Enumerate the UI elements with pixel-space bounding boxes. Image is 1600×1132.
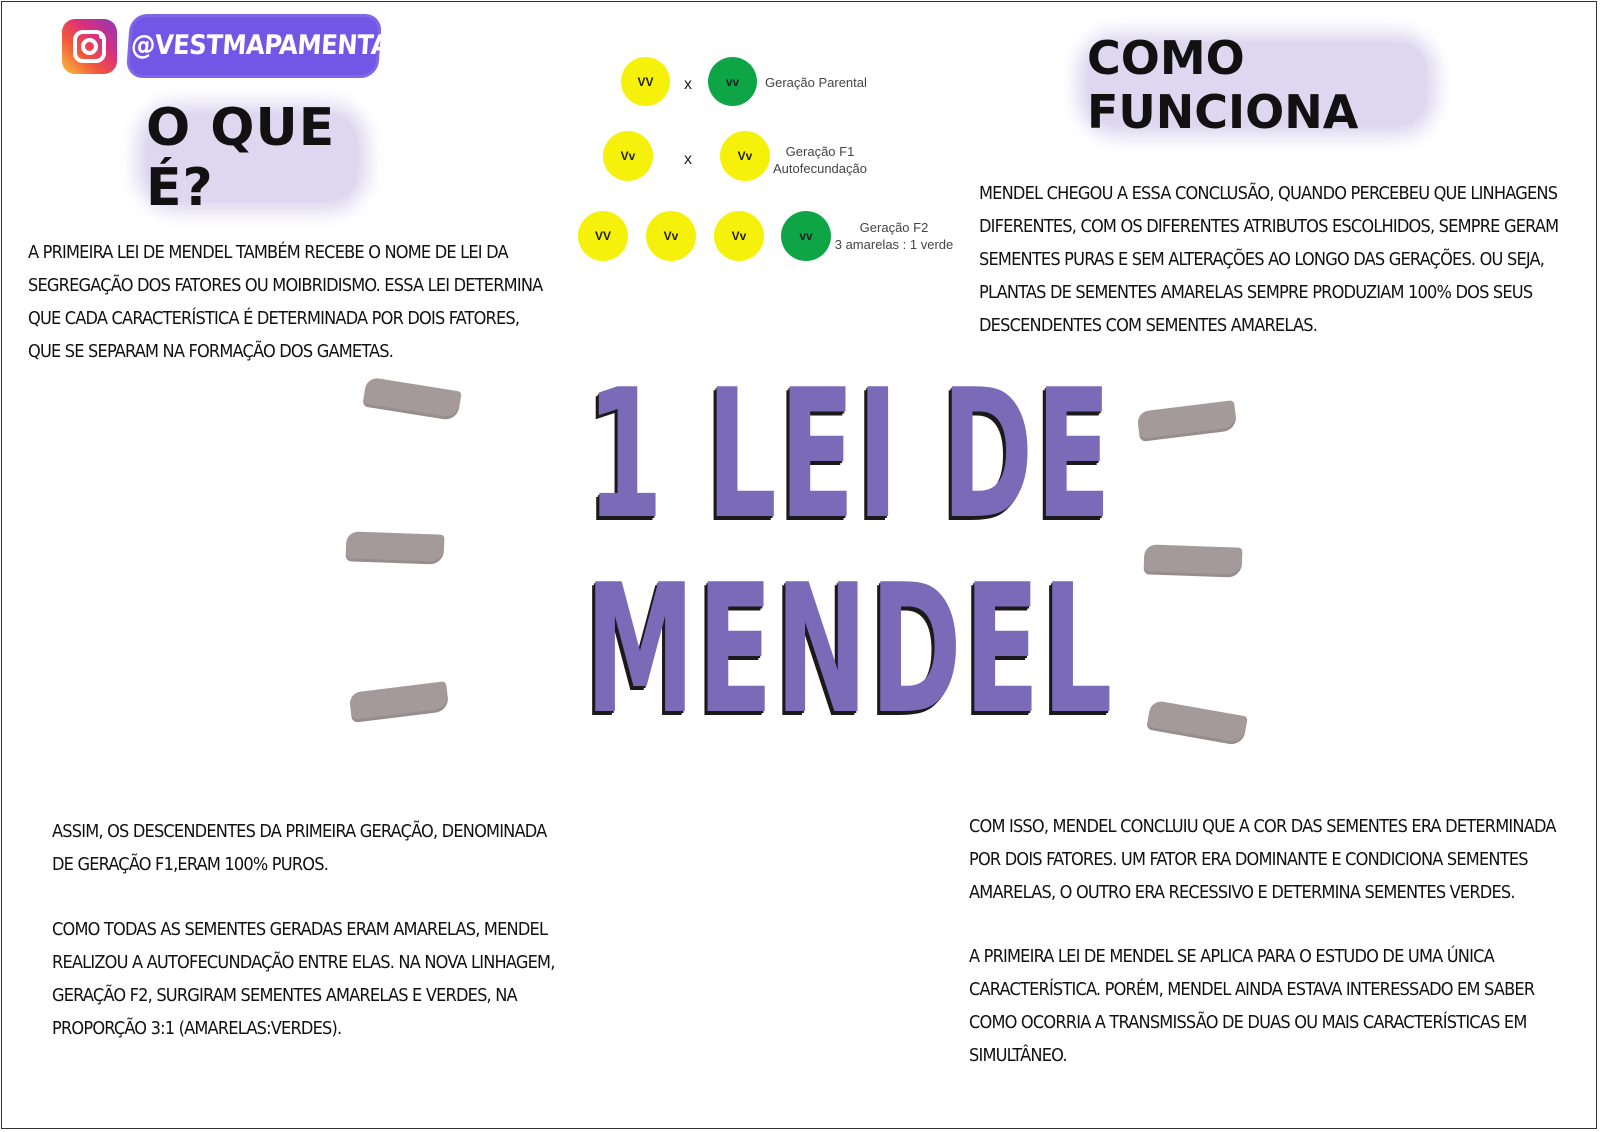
main-title-line-2: MENDEL	[585, 546, 1115, 753]
brush-stroke-left-middle	[346, 531, 445, 564]
f2-generation-label: Geração F2 3 amarelas : 1 verde	[834, 220, 954, 252]
instagram-handle: @VESTMAPAMENTAL	[129, 17, 379, 75]
conclusion-text: COM ISSO, MENDEL CONCLUIU QUE A COR DAS SEMENTES ERA DETERMINADA POR DOIS FATORES. UM FATOR ERA DOMINANTE E CONDICIONA SEMENTES AMARELAS, O OUTRO ERA RECESSIVO E DETERMINA SEMENTES VERDES.	[969, 816, 1556, 903]
parental-green-seed: vv	[708, 57, 757, 106]
main-title-line-1: 1 LEI DE	[586, 351, 1114, 558]
f1-yellow-seed-right: Vv	[720, 131, 770, 181]
f1-cross-symbol: x	[684, 151, 692, 168]
brush-stroke-right-middle	[1144, 544, 1243, 577]
f1-generation-label: Geração F1 Autofecundação	[773, 144, 867, 176]
f2-yellow-seed-3: Vv	[714, 211, 764, 261]
f2-yellow-seed-1: VV	[578, 211, 628, 261]
f1-generation-text: ASSIM, OS DESCENDENTES DA PRIMEIRA GERAÇÃO, DENOMINADA DE GERAÇÃO F1,ERAM 100% PUROS.	[52, 821, 547, 875]
f2-green-seed: vv	[781, 211, 831, 261]
f1-yellow-seed-left: Vv	[603, 131, 653, 181]
heading-what-is: O QUE É?	[146, 113, 358, 202]
how-it-works-text: MENDEL CHEGOU A ESSA CONCLUSÃO, QUANDO PERCEBEU QUE LINHAGENS DIFERENTES, COM OS DIFERENTES ATRIBUTOS ESCOLHIDOS, SEMPRE GERAM SEMENTES PURAS E SEM ALTERAÇÕES AO LONGO DAS GERAÇÕES. OU SEJA, PLANTAS DE SEMENTES AMARELAS SEMPRE PRODUZIAM 100% DOS SEUS DESCENDENTES COM SEMENTES AMARELAS.	[979, 183, 1559, 336]
f2-generation-text: COMO TODAS AS SEMENTES GERADAS ERAM AMARELAS, MENDEL REALIZOU A AUTOFECUNDAÇÃO ENTRE ELAS. NA NOVA LINHAGEM, GERAÇÃO F2, SURGIRAM SEMENTES AMARELAS E VERDES, NA PROPORÇÃO 3:1 (AMARELAS:VERDES).	[52, 919, 555, 1039]
parental-generation-label: Geração Parental	[765, 75, 867, 90]
scope-text: A PRIMEIRA LEI DE MENDEL SE APLICA PARA O ESTUDO DE UMA ÚNICA CARACTERÍSTICA. PORÉM, MENDEL AINDA ESTAVA INTERESSADO EM SABER COMO OCORRIA A TRANSMISSÃO DE DUAS OU MAIS CARACTERÍSTICAS EM SIMULTÂNEO.	[969, 946, 1535, 1066]
what-is-text: A PRIMEIRA LEI DE MENDEL TAMBÉM RECEBE O NOME DE LEI DA SEGREGAÇÃO DOS FATORES OU MOIBRIDISMO. ESSA LEI DETERMINA QUE CADA CARACTERÍSTICA É DETERMINADA POR DOIS FATORES, QUE SE SEPARAM NA FORMAÇÃO DOS GAMETAS.	[28, 242, 543, 362]
heading-how-it-works: COMO FUNCIONA	[1087, 42, 1427, 127]
parental-cross-symbol: x	[684, 76, 692, 93]
f2-yellow-seed-2: Vv	[646, 211, 696, 261]
parental-yellow-seed: VV	[621, 57, 670, 106]
instagram-icon	[62, 19, 117, 74]
